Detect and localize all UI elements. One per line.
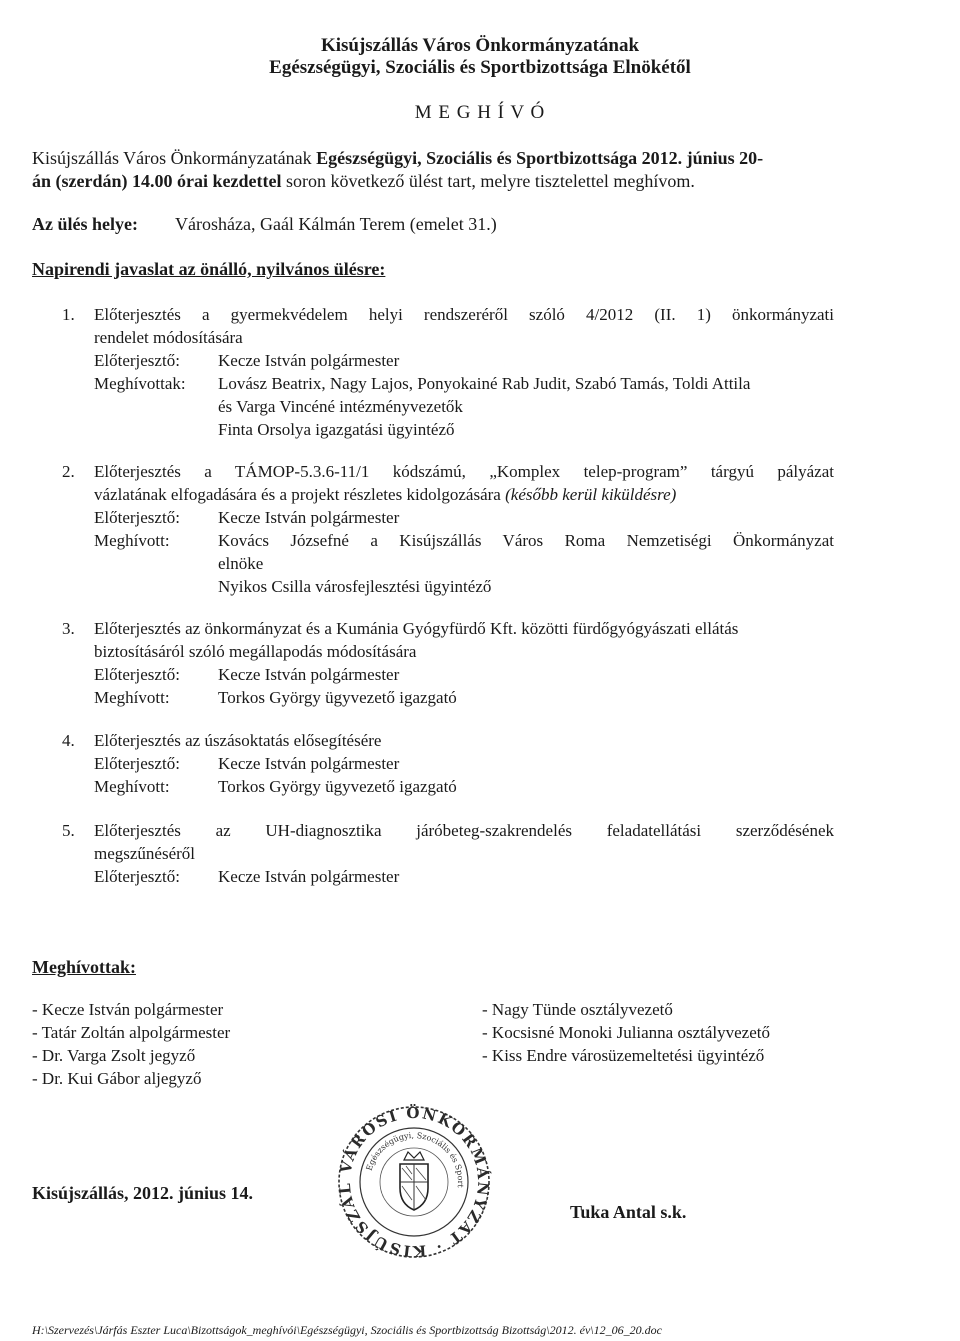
invitee-item: - Dr. Kui Gábor aljegyző (32, 1069, 202, 1088)
presenter-name: Kecze István polgármester (218, 867, 400, 886)
presenter-name: Kecze István polgármester (218, 351, 400, 370)
presenter-label: Előterjesztő: (94, 665, 180, 684)
item-title-cont: rendelet módosítására (94, 328, 243, 347)
item-title-cont: biztosításáról szóló megállapodás módosítására (94, 642, 417, 661)
intro-rest: soron következő ülést tart, melyre tisztelettel meghívom. (281, 171, 695, 191)
invitee-item: - Dr. Varga Zsolt jegyző (32, 1046, 196, 1065)
invited-label: Meghívott: (94, 688, 170, 707)
item-title-cont (94, 484, 676, 506)
item-title-text: vázlatának elfogadására és a projekt részletes kidolgozására (94, 485, 506, 504)
presenter-label: Előterjesztő: (94, 351, 180, 370)
item-title-note: (később kerül kiküldésre) (505, 485, 677, 504)
invited-line: elnöke (218, 554, 264, 573)
venue-label: Az ülés helye: (32, 214, 138, 234)
intro-text-a: Kisújszállás Város Önkormányzatának (32, 148, 317, 168)
intro-date-time: án (szerdán) 14. (32, 171, 155, 191)
invitee-item: - Kocsisné Monoki Julianna osztályvezető (482, 1023, 770, 1042)
presenter-name: Kecze István polgármester (218, 754, 400, 773)
presenter-label: Előterjesztő: (94, 508, 180, 527)
invited-line: Lovász Beatrix, Nagy Lajos, Ponyokainé Rab Judit, Szabó Tamás, Toldi Attila (218, 374, 751, 393)
presenter-label: Előterjesztő: (94, 754, 180, 773)
item-title: Előterjesztés a gyermekvédelem helyi rendszeréről szóló 4/2012 (II. 1) önkormányzati (94, 305, 834, 324)
intro-text-b: Egészségügyi, Szociális és Sportbizottsága 2012. június 20- (316, 148, 764, 168)
invited-line: Torkos György ügyvezető igazgató (218, 688, 457, 707)
invitees-heading: Meghívottak: (32, 957, 136, 977)
invited-line: Finta Orsolya igazgatási ügyintéző (218, 420, 455, 439)
stamp-seal-icon (336, 1104, 492, 1260)
intro-start: 00 órai kezdettel (154, 171, 282, 191)
document-title: M E G H Í V Ó (414, 102, 546, 123)
invitee-item: - Tatár Zoltán alpolgármester (32, 1023, 231, 1042)
stamp-inner-text: Egészségügyi, Szociális és Sport (364, 1130, 466, 1189)
item-title: Előterjesztés az úszásoktatás elősegítésére (94, 731, 382, 750)
footer-file-path: H:\Szervezés\Járfás Eszter Luca\Bizottságok_meghívói\Egészségügyi, Szociális és Sportbizottság Bizottság\2012. év\12_06_20.doc (32, 1323, 662, 1337)
item-title: Előterjesztés az UH-diagnosztika járóbeteg-szakrendelés feladatellátási szerződésének (94, 821, 834, 840)
item-title: Előterjesztés az önkormányzat és a Kumánia Gyógyfürdő Kft. közötti fürdőgyógyászati ellátás (94, 619, 739, 638)
invited-label: Meghívottak: (94, 374, 186, 393)
presenter-name: Kecze István polgármester (218, 665, 400, 684)
place-date: Kisújszállás, 2012. június 14. (32, 1183, 254, 1203)
item-number: 5. (62, 821, 75, 840)
venue-value: Városháza, Gaál Kálmán Terem (emelet 31.) (175, 214, 497, 234)
header-line-2: Egészségügyi, Szociális és Sportbizottsága Elnökétől (269, 57, 691, 78)
item-number: 3. (62, 619, 75, 638)
invited-line: Kovács Józsefné a Kisújszállás Város Roma Nemzetiségi Önkormányzat (218, 531, 834, 550)
presenter-label: Előterjesztő: (94, 867, 180, 886)
signature: Tuka Antal s.k. (570, 1202, 687, 1222)
item-title-cont: megszűnéséről (94, 844, 196, 863)
intro-line-2 (32, 170, 695, 193)
invitee-item: - Nagy Tünde osztályvezető (482, 1000, 673, 1019)
invitee-item: - Kecze István polgármester (32, 1000, 224, 1019)
official-stamp (336, 1104, 492, 1260)
intro-line-1 (32, 147, 763, 170)
presenter-name: Kecze István polgármester (218, 508, 400, 527)
stamp-outer-text: VÁROSI ÖNKORMÁNYZAT · KISÚJSZÁL (336, 1104, 492, 1260)
item-number: 2. (62, 462, 75, 481)
header-line-1: Kisújszállás Város Önkormányzatának (320, 35, 640, 56)
invited-line: és Varga Vincéné intézményvezetők (218, 397, 463, 416)
invited-label: Meghívott: (94, 531, 170, 550)
agenda-heading: Napirendi javaslat az önálló, nyilvános ülésre: (32, 259, 386, 279)
item-number: 4. (62, 731, 75, 750)
invited-line: Nyikos Csilla városfejlesztési ügyintéző (218, 577, 492, 596)
item-number: 1. (62, 305, 75, 324)
invited-line: Torkos György ügyvezető igazgató (218, 777, 457, 796)
item-title: Előterjesztés a TÁMOP-5.3.6-11/1 kódszámú, „Komplex telep-program” tárgyú pályázat (94, 462, 834, 481)
invited-label: Meghívott: (94, 777, 170, 796)
invitee-item: - Kiss Endre városüzemeltetési ügyintéző (482, 1046, 765, 1065)
